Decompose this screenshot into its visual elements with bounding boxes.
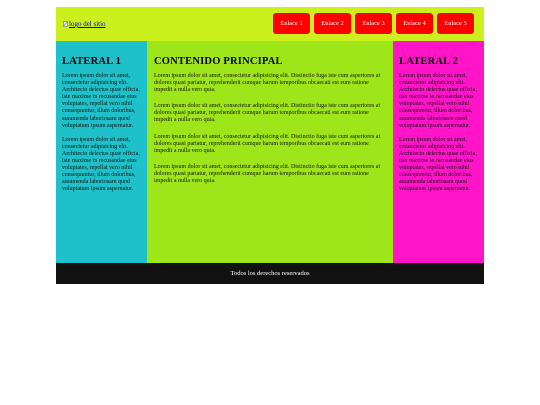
- site-footer: [56, 263, 484, 284]
- nav-link-3[interactable]: Enlace 3: [355, 13, 392, 34]
- nav-link-1[interactable]: Enlace 1: [273, 13, 310, 34]
- content-row: [56, 41, 484, 263]
- main-content-paragraph: Lorem ipsum dolor sit amet, consectetur adipisicing elit. Distinctio fuga iste cum asperiores at dolores quasi pariatur, reprehenderit cumque harum temporibus obcaecati est eum ratione impedit a nulla vero quia.: [154, 133, 381, 154]
- site-logo-link[interactable]: [63, 20, 106, 28]
- logo-alt-text: logo del sitio: [69, 20, 106, 28]
- sidebar-left-paragraph: Lorem ipsum dolor sit amet, consectetur adipisicing elit. Architecto delectus quae officia, iste maxime in recusandae eius voluptates, repellat vero nihil consequuntur, illum doloribus, assumenda laboriosam quod voluptatum ipsum aspernatur.: [62, 73, 140, 129]
- main-content-paragraph: Lorem ipsum dolor sit amet, consectetur adipisicing elit. Distinctio fuga iste cum asperiores at dolores quasi pariatur, reprehenderit cumque harum temporibus obcaecati est eum ratione impedit a nulla vero quia.: [154, 73, 381, 94]
- page-container: [56, 7, 484, 285]
- nav-link-2[interactable]: Enlace 2: [314, 13, 351, 34]
- sidebar-left-title: LATERAL 1: [62, 56, 122, 67]
- broken-image-icon: [63, 21, 68, 27]
- site-header: [56, 7, 484, 41]
- sidebar-left: [56, 41, 147, 263]
- footer-copyright: Todos los derechos reservados: [230, 270, 310, 277]
- sidebar-right: [393, 41, 484, 263]
- sidebar-right-paragraph: Lorem ipsum dolor sit amet, consectetur adipisicing elit. Architecto delectus quae officia, iste maxime in recusandae eius voluptates, repellat vero nihil consequuntur, illum doloribus, assumenda laboriosam quod voluptatum ipsum aspernatur.: [399, 73, 477, 129]
- sidebar-right-paragraph: Lorem ipsum dolor sit amet, consectetur adipisicing elit. Architecto delectus quae officia, iste maxime in recusandae eius voluptates, repellat vero nihil consequuntur, illum doloribus, assumenda laboriosam quod voluptatum ipsum aspernatur.: [399, 136, 477, 193]
- main-nav: [273, 13, 474, 34]
- nav-link-4[interactable]: Enlace 4: [396, 13, 433, 34]
- nav-link-5[interactable]: Enlace 5: [437, 13, 474, 34]
- main-content-paragraph: Lorem ipsum dolor sit amet, consectetur adipisicing elit. Distinctio fuga iste cum asperiores at dolores quasi pariatur, reprehenderit cumque harum temporibus obcaecati est eum ratione impedit a nulla vero quia.: [154, 163, 381, 185]
- main-content-title: CONTENIDO PRINCIPAL: [154, 56, 283, 67]
- sidebar-left-paragraph: Lorem ipsum dolor sit amet, consectetur adipisicing elit. Architecto delectus quae officia, iste maxime in recusandae eius voluptates, repellat vero nihil consequuntur, illum doloribus, assumenda laboriosam quod voluptatum ipsum aspernatur.: [62, 136, 140, 193]
- main-content-paragraph: Lorem ipsum dolor sit amet, consectetur adipisicing elit. Distinctio fuga iste cum asperiores at dolores quasi pariatur, reprehenderit cumque harum temporibus obcaecati est eum ratione impedit a nulla vero quia.: [154, 103, 381, 124]
- sidebar-right-title: LATERAL 2: [399, 56, 459, 67]
- main-content: [147, 41, 393, 263]
